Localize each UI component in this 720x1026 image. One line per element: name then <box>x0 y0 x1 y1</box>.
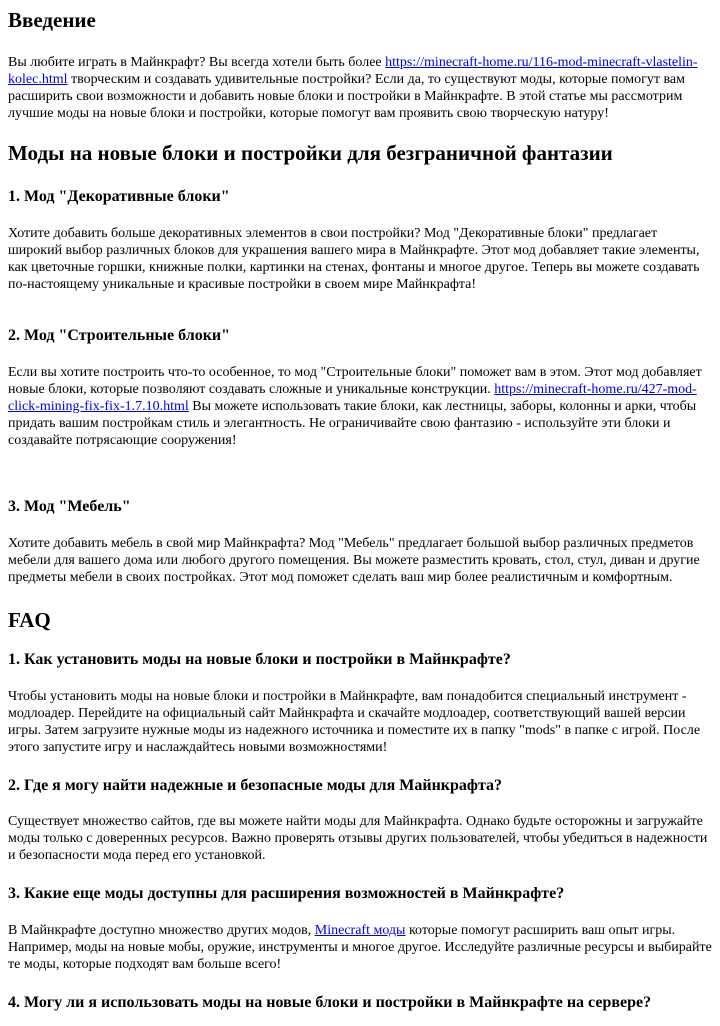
mod3-title: 3. Мод "Мебель" <box>8 498 131 515</box>
faq-question-2: 2. Где я могу найти надежные и безопасные моды для Майнкрафта? <box>8 777 503 794</box>
faq-question-3: 3. Какие еще моды доступны для расширения возможностей в Майнкрафте? <box>8 885 565 902</box>
article <box>0 8 720 1012</box>
minecraft-mods-link[interactable]: Minecraft моды <box>314 923 406 938</box>
faq-answer-3-before: В Майнкрафте доступно множество других модов, <box>8 923 315 938</box>
faq-question-4: 4. Могу ли я использовать моды на новые блоки и постройки в Майнкрафте на сервере? <box>8 994 652 1011</box>
faq-answer-3-after: которые помогут расширить ваш опыт игры. Например, моды на новые мобы, оружие, инструменты и многое другое. Исследуйте различные ресурсы и выбирайте те моды, которые подходят вам больше всего! <box>8 923 712 972</box>
faq-question-1: 1. Как установить моды на новые блоки и постройки в Майнкрафте? <box>8 651 511 668</box>
intro-text-before: Вы любите играть в Майнкрафт? Вы всегда хотели быть более <box>8 55 386 70</box>
intro-text-after: творческим и создавать удивительные постройки? Если да, то существуют моды, которые помогут вам расширить свои возможности и добавить новые блоки и постройки в Майнкрафте. В этой статье мы рассмотрим лучшие моды на новые блоки и постройки, которые помогут вам проявить свою творческую натуру! <box>8 72 685 121</box>
faq-heading: FAQ <box>8 608 51 632</box>
intro-paragraph <box>8 54 712 122</box>
mod1-paragraph: Хотите добавить больше декоративных элементов в свои постройки? Мод "Декоративные блоки" предлагает широкий выбор различных блоков для украшения вашего мира в Майнкрафте. Этот мод добавляет такие элементы, как цветочные горшки, книжные полки, картинки на стенах, фонтаны и многое другое. Теперь вы можете создавать по-настоящему уникальные и красивые постройки в своем мире Майнкрафта! <box>8 226 700 292</box>
mod2-text-after: Вы можете использовать такие блоки, как лестницы, заборы, колонны и арки, чтобы придать вашим постройкам стиль и элегантность. Не ограничивайте свою фантазию - используйте эти блоки и создавайте потрясающие сооружения! <box>8 399 697 448</box>
mod3-paragraph: Хотите добавить мебель в свой мир Майнкрафта? Мод "Мебель" предлагает большой выбор различных предметов мебели для вашего дома или любого другого помещения. Вы можете разместить кровать, стол, стул, диван и другие предметы мебели в своих постройках. Этот мод поможет сделать ваш мир более реалистичным и комфортным. <box>8 536 700 585</box>
mod1-title: 1. Мод "Декоративные блоки" <box>8 188 230 205</box>
intro-link[interactable]: https://minecraft-home.ru/116-mod-minecraft-vlastelin-kolec.html <box>8 55 698 87</box>
mods-section-heading: Моды на новые блоки и постройки для безграничной фантазии <box>8 141 613 165</box>
faq-answer-2: Существует множество сайтов, где вы можете найти моды для Майнкрафта. Однако будьте осторожны и загружайте моды только с доверенных ресурсов. Важно проверять отзывы других пользователей, чтобы убедиться в надежности и безопасности мода перед его установкой. <box>8 814 708 863</box>
mod2-paragraph <box>8 364 712 449</box>
faq-answer-1: Чтобы установить моды на новые блоки и постройки в Майнкрафте, вам понадобится специальный инструмент - модлоадер. Перейдите на официальный сайт Майнкрафта и скачайте модлоадер, соответствующий вашей версии игры. Затем загрузите нужные моды из надежного источника и поместите их в папку "mods" в папке с игрой. После этого запустите игру и наслаждайтесь новыми возможностями! <box>8 689 701 755</box>
mod2-title: 2. Мод "Строительные блоки" <box>8 327 231 344</box>
mod2-link[interactable]: https://minecraft-home.ru/427-mod-click-mining-fix-fix-1.7.10.html <box>8 382 697 414</box>
mod2-text-before: Если вы хотите построить что-то особенное, то мод "Строительные блоки" поможет вам в этом. Этот мод добавляет новые блоки, которые позволяют создавать сложные и уникальные конструкции. <box>8 365 702 397</box>
faq-answer-3 <box>8 922 712 973</box>
intro-heading: Введение <box>8 8 96 32</box>
